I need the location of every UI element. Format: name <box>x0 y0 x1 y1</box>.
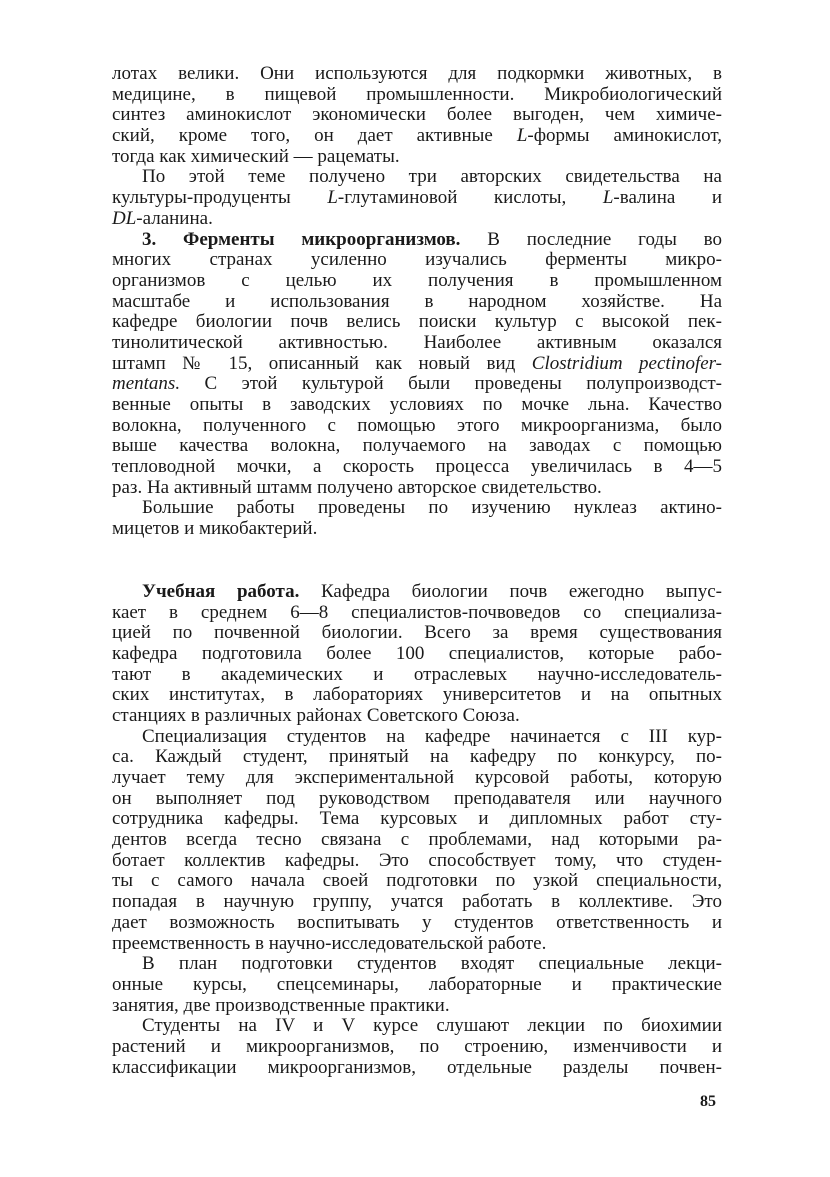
text-line: кает в среднем 6—8 специалистов-почвоведов со специализа- <box>112 601 722 623</box>
text-line: Специализация студентов на кафедре начинается с III кур- <box>142 725 722 747</box>
text-line: раз. На активный штамм получено авторское свидетельство. <box>112 476 602 498</box>
text-line: растений и микроорганизмов, по строению, изменчивости и <box>112 1035 722 1057</box>
italic-letter: L <box>516 125 528 147</box>
text-line: преемственность в научно-исследовательской работе. <box>112 932 547 954</box>
text-line: масштабе и использования в народном хозяйстве. На <box>112 290 722 312</box>
text-line: ских институтах, в лабораториях университетов и на опытных <box>112 684 722 706</box>
text-line: тепловодной мочки, а скорость процесса увеличилась в 4—5 <box>112 456 722 478</box>
species-name: Clostridium pectinofer- <box>531 352 722 374</box>
text-line: медицине, в пищевой промышленности. Микробиологический <box>112 83 722 105</box>
text-line: организмов с целью их получения в промышленном <box>112 269 722 291</box>
text-line: он выполняет под руководством преподавателя или научного <box>112 787 722 809</box>
text-line: онные курсы, спецсеминары, лабораторные и практические <box>112 973 722 995</box>
text-line: ский, кроме того, он дает активные L-формы аминокислот, <box>112 125 722 147</box>
text-line: синтез аминокислот экономически более выгоден, чем химиче- <box>112 104 722 126</box>
text-line: попадая в научную группу, учатся работать в коллективе. Это <box>112 891 722 913</box>
text-line: дентов всегда тесно связана с проблемами, над которыми ра- <box>112 829 722 851</box>
species-name: mentans. <box>112 373 181 395</box>
italic-letters: DL <box>112 207 137 229</box>
text-line: Учебная работа. Кафедра биологии почв ежегодно выпус- <box>142 580 722 602</box>
text-line: ботает коллектив кафедры. Это способствует тому, что студен- <box>112 849 722 871</box>
italic-letter: L <box>327 187 338 209</box>
text-line: лучает тему для экспериментальной курсовой работы, которую <box>112 767 722 788</box>
text-line: станциях в различных районах Советского Союза. <box>112 704 520 726</box>
text-line: 3. Ферменты микроорганизмов. В последние годы во <box>142 228 722 250</box>
text-line: выше качества волокна, получаемого на заводах с помощью <box>112 435 722 457</box>
page-text <box>112 64 722 1078</box>
text-line: тогда как химический — рацематы. <box>112 145 400 167</box>
text-line: венные опыты в заводских условиях по мочке льна. Качество <box>112 394 722 415</box>
text-line: дает возможность воспитывать у студентов ответственность и <box>112 911 722 933</box>
text-line: классификации микроорганизмов, отдельные разделы почвен- <box>112 1056 722 1078</box>
paragraph-4 <box>112 498 722 539</box>
section-heading: 3. Ферменты микроорганизмов. <box>142 228 461 250</box>
text-line: кафедре биологии почв велись поиски культур с высокой пек- <box>112 311 722 333</box>
text-line: са. Каждый студент, принятый на кафедру по конкурсу, по- <box>112 746 722 768</box>
text-line: тинолитической активностью. Наиболее активным оказался <box>112 331 722 353</box>
text-line: лотах велики. Они используются для подкормки животных, в <box>112 63 722 84</box>
text-line: кафедра подготовила более 100 специалистов, которые рабо- <box>112 642 722 664</box>
text-line: mentans. С этой культурой были проведены полупроизводст- <box>112 373 722 395</box>
italic-letter: L <box>602 187 614 209</box>
text-line: многих странах усиленно изучались ферменты микро- <box>112 249 722 271</box>
paragraph-8 <box>112 1016 722 1078</box>
text-line: DL-аланина. <box>112 207 213 229</box>
text-line: штамп № 15, описанный как новый вид Clostridium pectinofer- <box>112 352 722 374</box>
text-line: В план подготовки студентов входят специальные лекци- <box>142 953 722 975</box>
section-heading: Учебная работа. <box>142 580 300 602</box>
text-line: Большие работы проведены по изучению нуклеаз актино- <box>142 497 722 519</box>
text-line: мицетов и микобактерий. <box>112 518 318 540</box>
paragraph-1 <box>112 64 722 167</box>
paragraph-5 <box>112 582 722 727</box>
paragraph-7 <box>112 954 722 1016</box>
text-line: волокна, полученного с помощью этого микроорганизма, было <box>112 414 722 436</box>
page-number: 85 <box>700 1093 716 1110</box>
paragraph-6 <box>112 727 722 955</box>
text-line: Студенты на IV и V курсе слушают лекции по биохимии <box>142 1015 722 1037</box>
paragraph-2 <box>112 167 722 229</box>
text-line: По этой теме получено три авторских свидетельства на <box>142 166 722 188</box>
text-line: сотрудника кафедры. Тема курсовых и дипломных работ сту- <box>112 808 722 830</box>
section-gap <box>112 540 722 582</box>
text-line: цией по почвенной биологии. Всего за время существования <box>112 622 722 644</box>
paragraph-3 <box>112 230 722 499</box>
text-line: культуры-продуценты L-глутаминовой кислоты, L-валина и <box>112 187 722 209</box>
text-line: тают в академических и отраслевых научно-исследователь- <box>112 663 722 685</box>
text-line: ты с самого начала своей подготовки по узкой специальности, <box>112 870 722 892</box>
text-line: занятия, две производственные практики. <box>112 994 450 1016</box>
